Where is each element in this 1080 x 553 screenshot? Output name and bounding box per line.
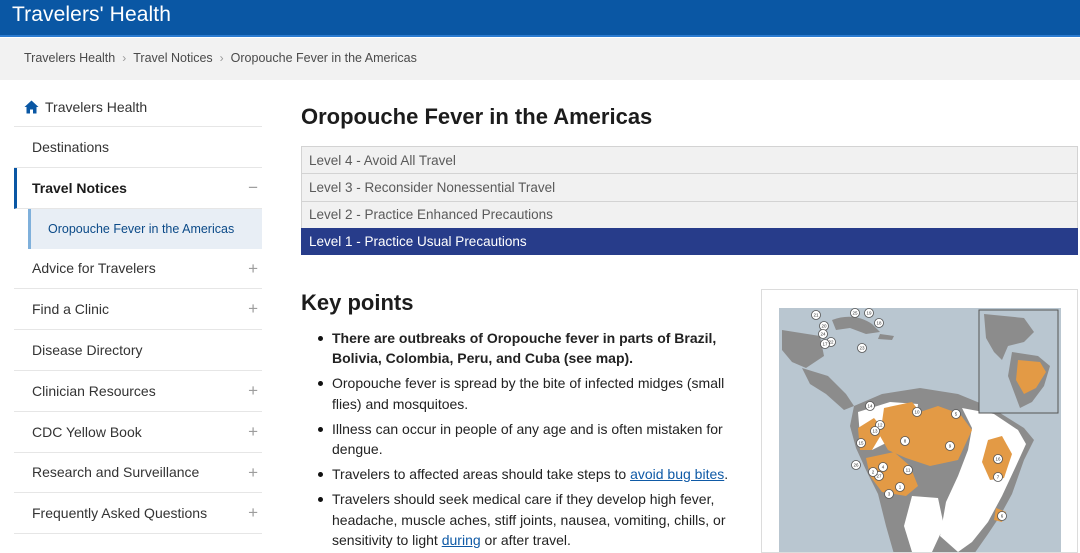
travel-level-list [301,146,1078,255]
sidebar-subitem-oropouche[interactable] [28,209,262,249]
sidebar-item-yellow-book[interactable] [14,412,262,453]
list-item [313,464,751,484]
region-number-label: 19 [866,310,872,316]
collapse-icon[interactable]: − [248,177,258,197]
region-number-label: 26 [853,462,859,468]
sidebar-nav [14,88,262,534]
expand-icon[interactable]: + [248,421,258,441]
site-header [0,0,1080,37]
chevron-right-icon: › [219,51,224,65]
region-number-label: 17 [822,341,828,347]
level-2-item[interactable]: Level 2 - Practice Enhanced Precautions [301,201,1078,228]
region-number-label: 2 [871,469,875,475]
list-item-text: Travelers to affected areas should take steps to [332,466,631,483]
sidebar-item-clinician-resources[interactable] [14,371,262,412]
breadcrumb-current-page: Oropouche Fever in the Americas [230,51,417,65]
sidebar-item-research[interactable] [14,453,262,494]
region-number-label: 6 [1000,513,1004,519]
sidebar-home-label: Travelers Health [45,99,148,115]
list-item-text: or after travel. [480,531,571,548]
region-number-label: 18 [876,320,882,326]
region-number-label: 24 [820,331,826,337]
region-number-label: 16 [995,456,1001,462]
list-item-text: . [724,466,729,483]
expand-icon[interactable]: + [248,258,258,278]
outbreak-map[interactable] [761,289,1078,553]
level-1-item-active[interactable]: Level 1 - Practice Usual Precautions [301,228,1078,255]
sidebar-item-label: CDC Yellow Book [32,423,142,440]
sidebar-item-label: Destinations [32,138,110,155]
chevron-right-icon: › [122,51,127,65]
key-points-heading: Key points [301,290,414,315]
home-icon [24,100,39,114]
sidebar-item-label: Disease Directory [32,342,143,359]
page-title: Oropouche Fever in the Americas [301,104,653,129]
expand-icon[interactable]: + [248,299,258,319]
sidebar-item-label: Clinician Resources [32,382,156,399]
south-america-map [762,290,1078,553]
expand-icon[interactable]: + [248,503,258,523]
sidebar-item-label: Oropouche Fever in the Americas [48,221,235,236]
list-item: Oropouche fever is spread by the bite of infected midges (small flies) and mosquitoes. [313,373,751,413]
sidebar-item-label: Frequently Asked Questions [32,505,208,522]
region-number-label: 14 [867,403,873,409]
list-item: Illness can occur in people of any age and is often mistaken for dengue. [313,419,751,459]
region-number-label: 8 [903,438,907,444]
site-title[interactable]: Travelers' Health [12,3,171,26]
region-number-label: 1 [898,484,902,490]
breadcrumb-bar [0,38,1080,80]
region-number-label: 13 [872,428,878,434]
region-number-label: 9 [948,443,952,449]
region-number-label: 5 [954,411,958,417]
sidebar-item-label: Advice for Travelers [32,260,156,277]
region-number-label: 23 [859,345,865,351]
region-number-label: 4 [881,464,885,470]
sidebar-item-label: Research and Surveillance [32,464,200,481]
list-item [313,489,751,550]
key-points-list [313,328,751,553]
sidebar-item-destinations[interactable] [14,127,262,168]
region-number-label: 27 [876,473,882,479]
breadcrumb-travelers-health[interactable]: Travelers Health [24,51,116,65]
expand-icon[interactable]: + [248,462,258,482]
sidebar-item-label: Find a Clinic [32,301,110,318]
list-item: There are outbreaks of Oropouche fever in parts of Brazil, Bolivia, Colombia, Peru, and Cuba (see map). [313,328,751,368]
sidebar-item-advice[interactable] [14,249,262,290]
region-number-label: 25 [852,310,858,316]
region-number-label: 10 [914,409,920,415]
sidebar-item-find-clinic[interactable] [14,289,262,330]
region-number-label: 22 [828,339,834,345]
avoid-bug-bites-link[interactable]: avoid bug bites [630,466,725,483]
region-number-label: 21 [813,312,819,318]
sidebar-item-disease-directory[interactable] [14,330,262,371]
expand-icon[interactable]: + [248,380,258,400]
level-4-item[interactable]: Level 4 - Avoid All Travel [301,146,1078,173]
sidebar-home[interactable] [14,88,262,127]
breadcrumb [24,51,417,65]
sidebar-item-faq[interactable] [14,493,262,534]
region-number-label: 12 [877,422,883,428]
region-number-label: 7 [996,474,1000,480]
during-link[interactable]: during [441,531,481,548]
sidebar-item-label: Travel Notices [32,179,127,196]
list-item-text: Travelers should seek medical care if they develop high fever, headache, muscle aches, stiff joints, nausea, vomiting, chills, or sensitivity to light [332,491,726,548]
region-number-label: 15 [858,440,864,446]
region-number-label: 3 [887,491,891,497]
level-3-item[interactable]: Level 3 - Reconsider Nonessential Travel [301,173,1078,200]
breadcrumb-travel-notices[interactable]: Travel Notices [133,51,213,65]
region-number-label: 11 [905,467,911,473]
sidebar-item-travel-notices[interactable] [14,168,262,209]
region-number-label: 20 [821,323,827,329]
